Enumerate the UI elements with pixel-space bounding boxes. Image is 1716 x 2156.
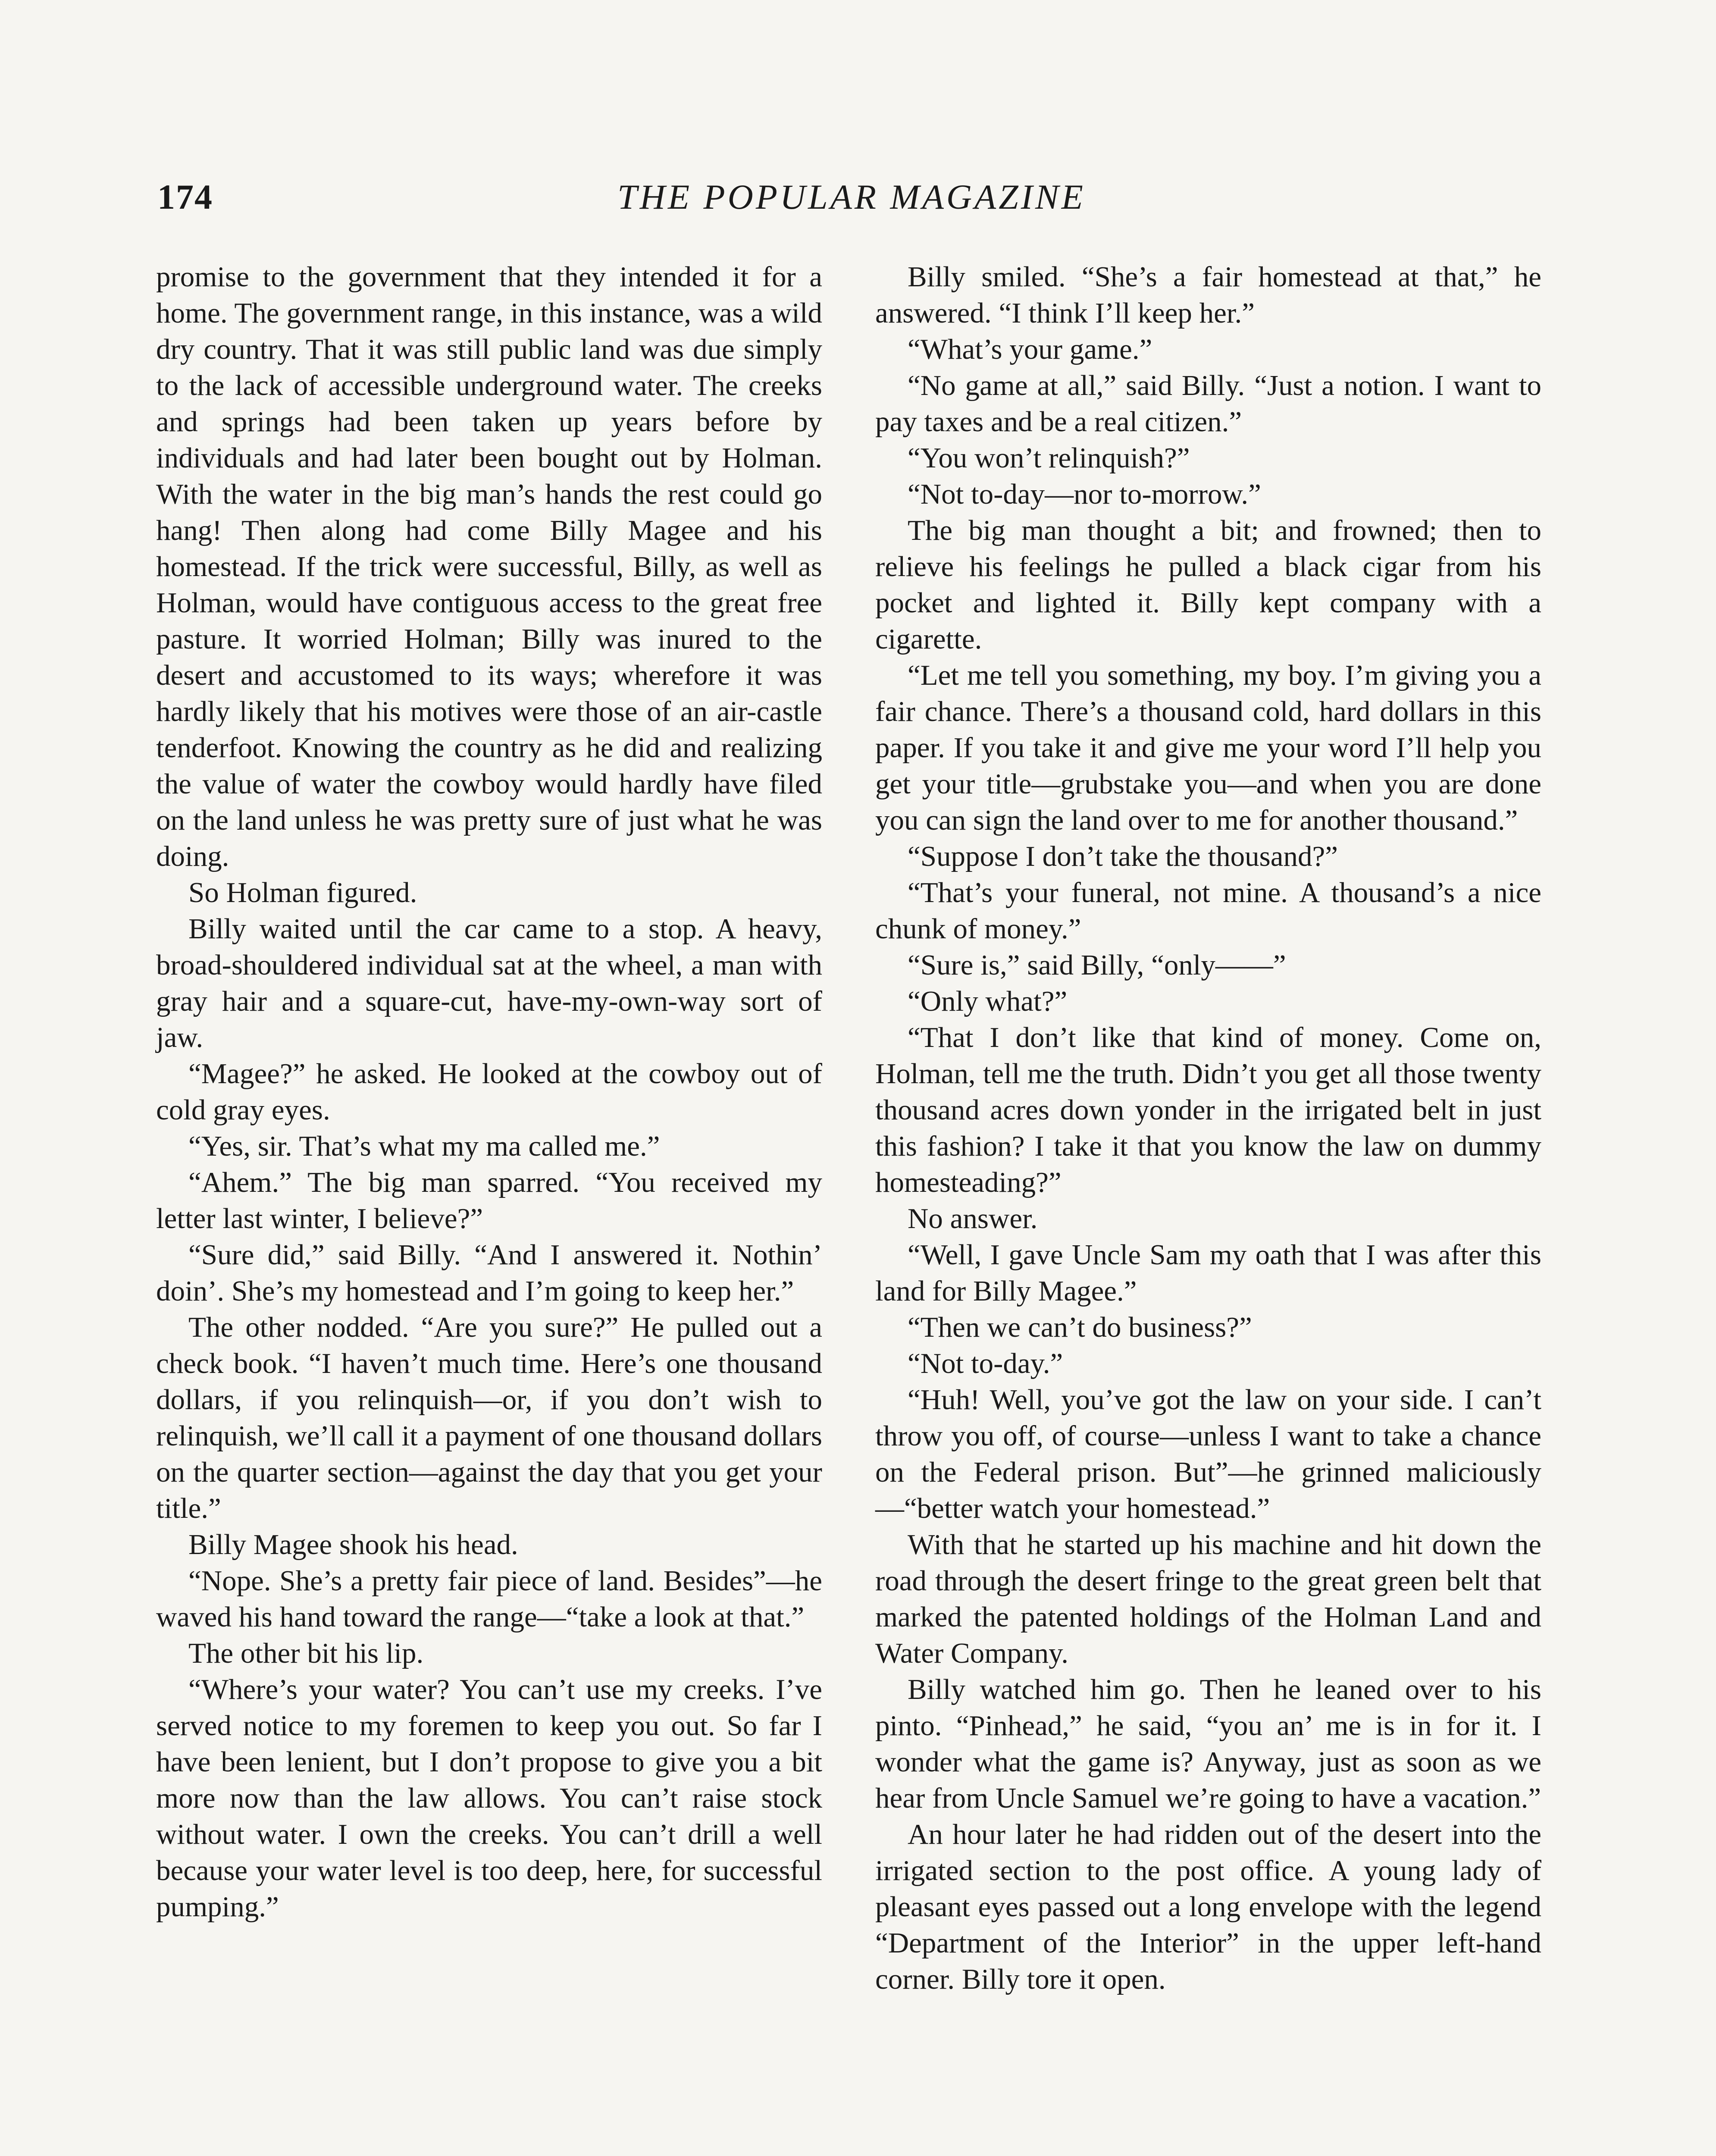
paragraph: “Suppose I don’t take the thousand?” (908, 840, 1338, 872)
paragraph: “Then we can’t do business?” (908, 1311, 1252, 1343)
paragraph: “Not to-day.” (908, 1348, 1063, 1379)
paragraph: “Sure is,” said Billy, “only——” (908, 949, 1286, 981)
paragraph: “Let me tell you something, my boy. I’m giving you a fair chance. There’s a thousand cold, hard dollars in this paper. If you take it and give me your word I’ll help you get your title—grubstake you—and when you are done you can sign the land over to me for another thousand.” (875, 659, 1541, 836)
paragraph: Billy waited until the car came to a stop. A heavy, broad-shouldered individual sat at the wheel, a man with gray hair and a square-cut, have-my-own-way sort of jaw. (156, 913, 822, 1053)
page-number: 174 (157, 177, 213, 216)
right-column (875, 259, 1541, 1997)
paragraph: “Huh! Well, you’ve got the law on your side. I can’t throw you off, of course—unless I want to take a chance on the Federal prison. But”—he grinned maliciously—“better watch your homestead.” (875, 1384, 1541, 1524)
paragraph: “Well, I gave Uncle Sam my oath that I was after this land for Billy Magee.” (875, 1239, 1541, 1307)
paragraph: “That’s your funeral, not mine. A thousand’s a nice chunk of money.” (875, 877, 1541, 945)
paragraph: Billy Magee shook his head. (188, 1529, 518, 1561)
paragraph: An hour later he had ridden out of the desert into the irrigated section to the post office. A young lady of pleasant eyes passed out a long envelope with the legend “Department of the Interior” in the upper left-hand corner. Billy tore it open. (875, 1818, 1541, 1995)
paragraph: The other nodded. “Are you sure?” He pulled out a check book. “I haven’t much time. Here’s one thousand dollars, if you relinquish—or, if you don’t wish to relinquish, we’ll call it a payment of one thousand dollars on the quarter section—against the day that you get your title.” (156, 1311, 822, 1524)
paragraph: promise to the government that they intended it for a home. The government range, in this instance, was a wild dry country. That it was still public land was due simply to the lack of accessible underground water. The creeks and springs had been taken up years before by individuals and had later been bought out by Holman. With the water in the big man’s hands the rest could go hang! Then along had come Billy Magee and his homestead. If the trick were successful, Billy, as well as Holman, would have contiguous access to the great free pasture. It worried Holman; Billy was inured to the desert and accustomed to its ways; wherefore it was hardly likely that his motives were those of an air-castle tenderfoot. Knowing the country as he did and realizing the value of water the cowboy would hardly have filed on the land unless he was pretty sure of just what he was doing. (156, 261, 822, 872)
paragraph: The big man thought a bit; and frowned; then to relieve his feelings he pulled a black cigar from his pocket and lighted it. Billy kept company with a cigarette. (875, 514, 1541, 655)
paragraph: The other bit his lip. (188, 1637, 424, 1669)
paragraph: “Magee?” he asked. He looked at the cowboy out of cold gray eyes. (156, 1058, 822, 1126)
paragraph: So Holman figured. (188, 877, 417, 909)
paragraph: “Sure did,” said Billy. “And I answered it. Nothin’ doin’. She’s my homestead and I’m going to keep her.” (156, 1239, 822, 1307)
paragraph: No answer. (908, 1203, 1038, 1235)
paragraph: “Ahem.” The big man sparred. “You received my letter last winter, I believe?” (156, 1166, 822, 1235)
left-column (156, 259, 822, 1925)
paragraph: “Yes, sir. That’s what my ma called me.” (188, 1130, 660, 1162)
paragraph: “Where’s your water? You can’t use my creeks. I’ve served notice to my foremen to keep you out. So far I have been lenient, but I don’t propose to give you a bit more now than the law allows. You can’t raise stock without water. I own the creeks. You can’t drill a well because your water level is too deep, here, for successful pumping.” (156, 1673, 822, 1923)
paragraph: Billy smiled. “She’s a fair homestead at that,” he answered. “I think I’ll keep her.” (875, 261, 1541, 329)
paragraph: “That I don’t like that kind of money. Come on, Holman, tell me the truth. Didn’t you get all those twenty thousand acres down yonder in the irrigated belt in just this fashion? I take it that you know the law on dummy homesteading?” (875, 1022, 1541, 1198)
paragraph: “You won’t relinquish?” (908, 442, 1190, 474)
page-header (157, 177, 1546, 229)
paragraph: “Not to-day—nor to-morrow.” (908, 478, 1261, 510)
paragraph: Billy watched him go. Then he leaned over to his pinto. “Pinhead,” he said, “you an’ me is in for it. I wonder what the game is? Anyway, just as soon as we hear from Uncle Samuel we’re going to have a vacation.” (875, 1673, 1541, 1814)
magazine-title: THE POPULAR MAGAZINE (617, 177, 1086, 216)
paragraph: With that he started up his machine and hit down the road through the desert fringe to the great green belt that marked the patented holdings of the Holman Land and Water Company. (875, 1529, 1541, 1669)
paragraph: “Only what?” (908, 985, 1068, 1017)
paragraph: “Nope. She’s a pretty fair piece of land. Besides”—he waved his hand toward the range—“take a look at that.” (156, 1565, 822, 1633)
paragraph: “No game at all,” said Billy. “Just a notion. I want to pay taxes and be a real citizen.” (875, 370, 1541, 438)
paragraph: “What’s your game.” (908, 333, 1152, 365)
